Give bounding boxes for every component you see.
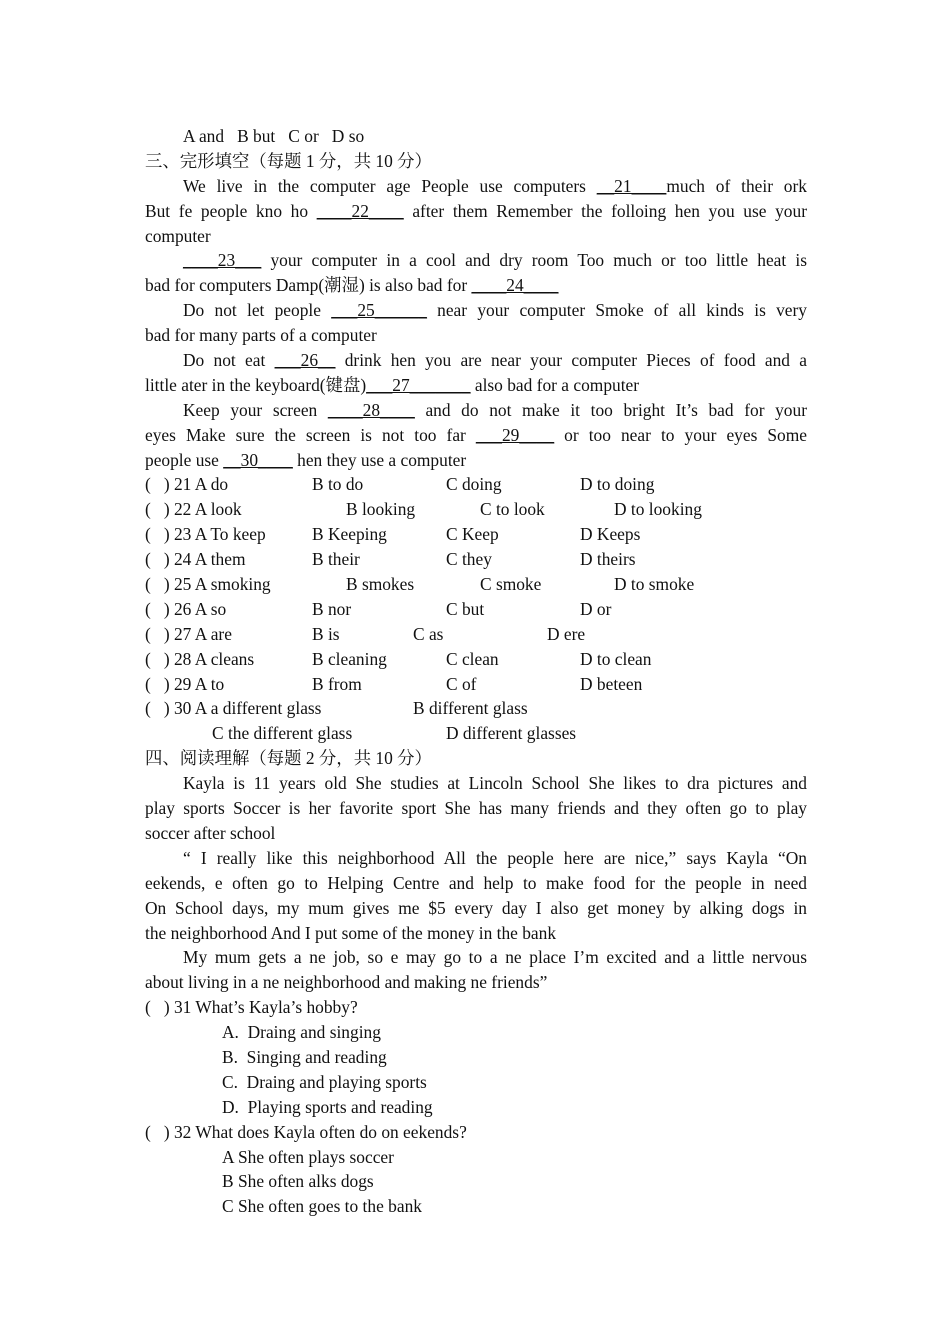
passage-line: ____23___ your computer in a cool and dry room Too much or too little heat is xyxy=(183,250,807,271)
question-row xyxy=(145,597,807,622)
option-c: C the different glass xyxy=(212,723,353,744)
question-stem: ( ) 23 A To keep xyxy=(145,524,266,545)
question-32-stem: ( ) 32 What does Kayla often do on eekends? xyxy=(145,1121,467,1142)
option-d: D or xyxy=(580,598,612,619)
blank-29: ___29____ xyxy=(475,424,555,445)
question-stem: ( ) 27 A are xyxy=(145,623,232,644)
option-c: C they xyxy=(446,549,492,570)
question-row xyxy=(145,572,807,597)
question-31-stem: ( ) 31 What’s Kayla’s hobby? xyxy=(145,997,358,1018)
section3-heading: 三、完形填空（每题 1 分，共 10 分） xyxy=(145,150,432,171)
option-b: B from xyxy=(312,673,362,694)
reading-line: “ I really like this neighborhood All the people here are nice,” says Kayla “On xyxy=(183,847,807,868)
reading-line: the neighborhood And I put some of the money in the bank xyxy=(145,922,557,943)
blank-27: ___27_______ xyxy=(366,374,471,395)
passage-line: people use __30____ hen they use a computer xyxy=(145,449,467,470)
question-row xyxy=(145,522,807,547)
reading-line: play sports Soccer is her favorite sport She has many friends and they often go to play xyxy=(145,798,807,819)
reading-line: eekends, e often go to Helping Centre and help to make food for the people in need xyxy=(145,872,807,893)
question-row xyxy=(145,721,807,746)
option-d: D to doing xyxy=(580,474,655,495)
blank-26: ___26__ xyxy=(274,350,336,371)
blank-23: ____23___ xyxy=(183,250,262,271)
section4-heading: 四、阅读理解（每题 2 分，共 10 分） xyxy=(145,748,432,769)
blank-30: __30____ xyxy=(223,449,293,470)
option-d: D beteen xyxy=(580,673,643,694)
option-d: D to clean xyxy=(580,648,652,669)
option-c: C clean xyxy=(446,648,499,669)
option-b: B different glass xyxy=(413,698,528,719)
question-31-option: C. Draing and playing sports xyxy=(222,1071,427,1092)
blank-28: ____28____ xyxy=(327,399,415,420)
question-stem: ( ) 26 A so xyxy=(145,598,227,619)
option-c: C to look xyxy=(480,499,545,520)
option-d: D theirs xyxy=(580,549,636,570)
passage-line: We live in the computer age People use computers __21____much of their ork xyxy=(183,175,807,196)
question-stem: ( ) 21 A do xyxy=(145,474,229,495)
question-32-option: B She often alks dogs xyxy=(222,1171,374,1192)
option-b: B is xyxy=(312,623,340,644)
passage-line: But fe people kno ho ____22____ after them Remember the folloing hen you use your xyxy=(145,200,807,221)
question-row xyxy=(145,547,807,572)
question-stem: ( ) 22 A look xyxy=(145,499,242,520)
question-stem: ( ) 24 A them xyxy=(145,549,246,570)
passage-line: little ater in the keyboard(键盘)___27_______ also bad for a computer xyxy=(145,374,640,395)
option-c: C smoke xyxy=(480,574,542,595)
question-stem: ( ) 30 A a different glass xyxy=(145,698,322,719)
option-b: B cleaning xyxy=(312,648,387,669)
passage-line: bad for computers Damp(潮湿) is also bad for ____24____ xyxy=(145,275,559,296)
option-b: B Keeping xyxy=(312,524,387,545)
option-c: C as xyxy=(413,623,444,644)
question-32-option: C She often goes to the bank xyxy=(222,1196,422,1217)
question-31-option: D. Playing sports and reading xyxy=(222,1096,433,1117)
blank-21: __21____ xyxy=(596,175,667,196)
option-c: C Keep xyxy=(446,524,499,545)
question-32-option: A She often plays soccer xyxy=(222,1146,394,1167)
question-row xyxy=(145,472,807,497)
option-d: D Keeps xyxy=(580,524,641,545)
passage-line: eyes Make sure the screen is not too far ___29____ or too near to your eyes Some xyxy=(145,424,807,445)
option-d: D ere xyxy=(547,623,586,644)
passage-line: Keep your screen ____28____ and do not make it too bright It’s bad for your xyxy=(183,399,807,420)
reading-line: My mum gets a ne job, so e may go to a ne place I’m excited and a little nervous xyxy=(183,947,807,968)
blank-24: ____24____ xyxy=(471,275,559,296)
option-b: B smokes xyxy=(346,574,415,595)
question-stem: ( ) 29 A to xyxy=(145,673,225,694)
option-c: C of xyxy=(446,673,477,694)
question-31-option: A. Draing and singing xyxy=(222,1022,381,1043)
passage-line: computer xyxy=(145,225,211,246)
option-d: D to looking xyxy=(614,499,702,520)
question-row xyxy=(145,497,807,522)
blank-22: ____22____ xyxy=(316,200,404,221)
option-d: D different glasses xyxy=(446,723,577,744)
blank-25: ___25______ xyxy=(331,300,427,321)
question-row xyxy=(145,672,807,697)
exam-page xyxy=(145,124,807,1219)
option-b: B looking xyxy=(346,499,416,520)
reading-line: Kayla is 11 years old She studies at Lincoln School She likes to dra pictures and xyxy=(183,773,807,794)
option-c: C doing xyxy=(446,474,502,495)
option-d: D to smoke xyxy=(614,574,695,595)
question-row xyxy=(145,696,807,721)
option-b: B nor xyxy=(312,598,352,619)
reading-line: On School days, my mum gives me $5 every day I also get money by alking dogs in xyxy=(145,897,807,918)
option-b: B their xyxy=(312,549,360,570)
question-31-option: B. Singing and reading xyxy=(222,1046,387,1067)
option-c: C but xyxy=(446,598,485,619)
question-stem: ( ) 28 A cleans xyxy=(145,648,255,669)
question-row xyxy=(145,622,807,647)
passage-line: bad for many parts of a computer xyxy=(145,325,377,346)
option-b: B to do xyxy=(312,474,364,495)
previous-question-options: A and B but C or D so xyxy=(183,126,365,146)
question-row xyxy=(145,647,807,672)
passage-line: Do not eat ___26__ drink hen you are near your computer Pieces of food and a xyxy=(183,350,807,371)
reading-line: soccer after school xyxy=(145,822,276,843)
passage-line: Do not let people ___25______ near your computer Smoke of all kinds is very xyxy=(183,300,808,321)
question-stem: ( ) 25 A smoking xyxy=(145,574,271,595)
reading-line: about living in a ne neighborhood and making ne friends” xyxy=(145,972,548,993)
